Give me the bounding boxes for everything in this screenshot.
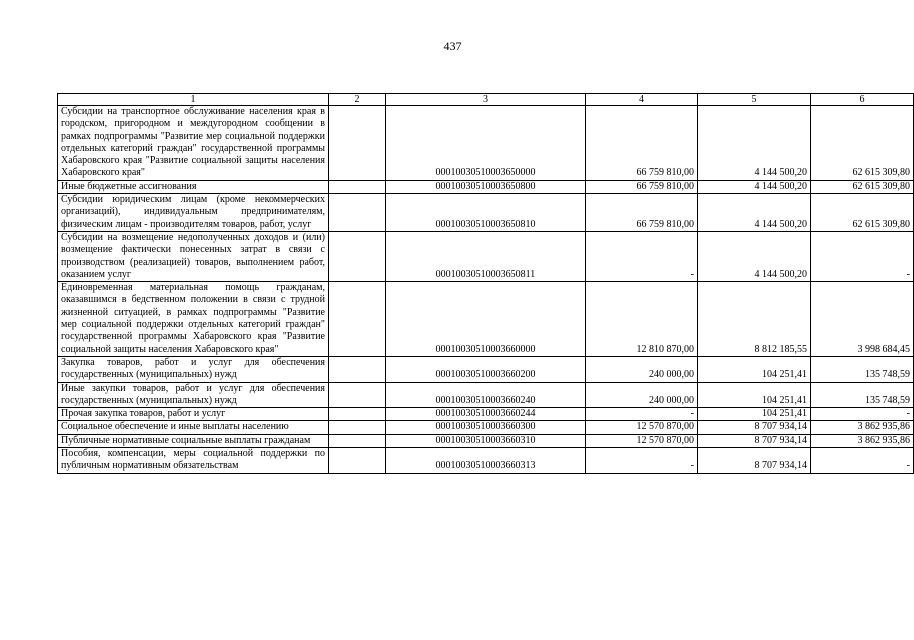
row-plan: - (586, 231, 698, 281)
row-code: 00010030510003660310 (386, 434, 586, 447)
table-row (58, 282, 914, 357)
row-executed: 4 144 500,20 (698, 106, 811, 181)
row-name: Социальное обеспечение и иные выплаты населению (58, 421, 329, 434)
row-executed: 8 707 934,14 (698, 434, 811, 447)
table-row (58, 448, 914, 474)
row-col2 (329, 448, 386, 474)
table-row (58, 194, 914, 232)
row-executed: 4 144 500,20 (698, 180, 811, 193)
row-col2 (329, 356, 386, 382)
row-name: Иные бюджетные ассигнования (58, 180, 329, 193)
row-plan: 12 570 870,00 (586, 434, 698, 447)
table-row (58, 180, 914, 193)
table-row (58, 421, 914, 434)
row-executed: 8 707 934,14 (698, 421, 811, 434)
row-col2 (329, 231, 386, 281)
column-number: 4 (586, 94, 698, 106)
row-plan: - (586, 408, 698, 421)
column-number: 5 (698, 94, 811, 106)
row-col2 (329, 194, 386, 232)
column-number: 3 (386, 94, 586, 106)
page-number: 437 (443, 39, 462, 53)
column-number: 6 (811, 94, 914, 106)
row-remaining: 3 862 935,86 (811, 434, 914, 447)
row-executed: 4 144 500,20 (698, 194, 811, 232)
table-row (58, 356, 914, 382)
row-executed: 8 707 934,14 (698, 448, 811, 474)
row-code: 00010030510003660240 (386, 382, 586, 408)
row-plan: 240 000,00 (586, 382, 698, 408)
row-remaining: - (811, 408, 914, 421)
row-executed: 4 144 500,20 (698, 231, 811, 281)
row-remaining: 135 748,59 (811, 356, 914, 382)
row-remaining: 3 862 935,86 (811, 421, 914, 434)
table-row (58, 434, 914, 447)
row-plan: - (586, 448, 698, 474)
row-code: 00010030510003660300 (386, 421, 586, 434)
row-plan: 66 759 810,00 (586, 194, 698, 232)
column-number-row (58, 94, 914, 106)
row-plan: 12 810 870,00 (586, 282, 698, 357)
row-col2 (329, 106, 386, 181)
row-col2 (329, 180, 386, 193)
row-name: Публичные нормативные социальные выплаты гражданам (58, 434, 329, 447)
row-name: Субсидии на транспортное обслуживание населения края в городском, пригородном и междугородном сообщении в рамках подпрограммы "Развитие мер социальной поддержки отдельных категорий граждан" государственной программы Хабаровского края "Развитие социальной защиты населения Хабаровского края" (58, 106, 329, 181)
row-remaining: - (811, 231, 914, 281)
row-code: 00010030510003650800 (386, 180, 586, 193)
table-row (58, 231, 914, 281)
row-name: Пособия, компенсации, меры социальной поддержки по публичным нормативным обязательствам (58, 448, 329, 474)
row-name: Единовременная материальная помощь гражданам, оказавшимся в бедственном положении в связи с трудной жизненной ситуацией, в рамках подпрограммы "Развитие мер социальной поддержки отдельных категорий граждан" государственной программы Хабаровского края "Развитие социальной защиты населения Хабаровского края" (58, 282, 329, 357)
row-remaining: 62 615 309,80 (811, 180, 914, 193)
row-plan: 66 759 810,00 (586, 180, 698, 193)
table-row (58, 382, 914, 408)
row-remaining: 62 615 309,80 (811, 106, 914, 181)
row-remaining: 62 615 309,80 (811, 194, 914, 232)
row-col2 (329, 382, 386, 408)
row-executed: 8 812 185,55 (698, 282, 811, 357)
row-code: 00010030510003650811 (386, 231, 586, 281)
row-executed: 104 251,41 (698, 382, 811, 408)
row-code: 00010030510003660200 (386, 356, 586, 382)
row-code: 00010030510003650810 (386, 194, 586, 232)
column-number: 2 (329, 94, 386, 106)
column-number: 1 (58, 94, 329, 106)
budget-table (57, 93, 914, 474)
row-code: 00010030510003660000 (386, 282, 586, 357)
row-plan: 12 570 870,00 (586, 421, 698, 434)
row-code: 00010030510003660313 (386, 448, 586, 474)
row-col2 (329, 408, 386, 421)
row-name: Субсидии юридическим лицам (кроме некоммерческих организаций), индивидуальным предпринимателям, физическим лицам - производителям товаров, работ, услуг (58, 194, 329, 232)
row-remaining: 3 998 684,45 (811, 282, 914, 357)
row-name: Закупка товаров, работ и услуг для обеспечения государственных (муниципальных) нужд (58, 356, 329, 382)
row-col2 (329, 421, 386, 434)
row-remaining: 135 748,59 (811, 382, 914, 408)
row-name: Субсидии на возмещение недополученных доходов и (или) возмещение фактически понесенных затрат в связи с производством (реализацией) товаров, выполнением работ, оказанием услуг (58, 231, 329, 281)
row-code: 00010030510003660244 (386, 408, 586, 421)
row-code: 00010030510003650000 (386, 106, 586, 181)
row-name: Иные закупки товаров, работ и услуг для обеспечения государственных (муниципальных) нужд (58, 382, 329, 408)
row-name: Прочая закупка товаров, работ и услуг (58, 408, 329, 421)
row-executed: 104 251,41 (698, 356, 811, 382)
row-col2 (329, 282, 386, 357)
row-col2 (329, 434, 386, 447)
row-plan: 66 759 810,00 (586, 106, 698, 181)
row-remaining: - (811, 448, 914, 474)
row-plan: 240 000,00 (586, 356, 698, 382)
table-row (58, 408, 914, 421)
table-row (58, 106, 914, 181)
row-executed: 104 251,41 (698, 408, 811, 421)
